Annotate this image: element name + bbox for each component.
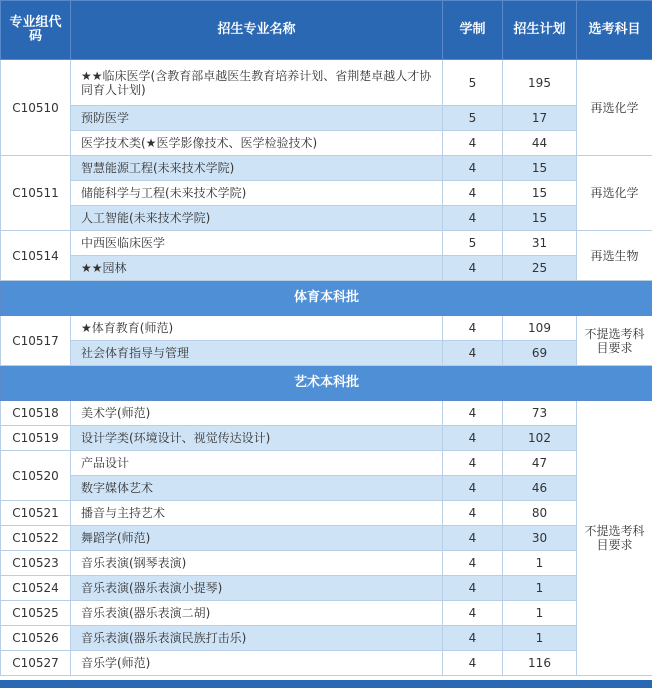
section-arts-title: 艺术本科批 — [1, 366, 652, 401]
major-name: 储能科学与工程(未来技术学院) — [71, 181, 443, 206]
major-name: ★体育教育(师范) — [71, 316, 443, 341]
major-name: 中西医临床医学 — [71, 231, 443, 256]
group-code: C10518 — [1, 401, 71, 426]
header-years: 学制 — [443, 1, 503, 60]
header-subject: 选考科目 — [577, 1, 652, 60]
years: 5 — [443, 106, 503, 131]
major-name: ★★临床医学(含教育部卓越医生教育培养计划、省荆楚卓越人才协同育人计划) — [71, 60, 443, 106]
subject-requirement: 不提选考科目要求 — [577, 316, 652, 366]
plan-count: 109 — [503, 316, 577, 341]
table-row — [1, 501, 652, 526]
table-row — [1, 426, 652, 451]
table-row — [1, 626, 652, 651]
years: 4 — [443, 341, 503, 366]
group-code: C10523 — [1, 551, 71, 576]
table-row — [1, 526, 652, 551]
years: 4 — [443, 551, 503, 576]
major-name: 社会体育指导与管理 — [71, 341, 443, 366]
major-name: 美术学(师范) — [71, 401, 443, 426]
plan-count: 1 — [503, 626, 577, 651]
table-row — [1, 231, 652, 256]
plan-count: 25 — [503, 256, 577, 281]
plan-count: 46 — [503, 476, 577, 501]
plan-count: 69 — [503, 341, 577, 366]
plan-count: 195 — [503, 60, 577, 106]
table-row — [1, 601, 652, 626]
section-row — [1, 366, 652, 401]
years: 5 — [443, 60, 503, 106]
section-sports-title: 体育本科批 — [1, 281, 652, 316]
years: 4 — [443, 426, 503, 451]
table-row — [1, 316, 652, 341]
major-name: 音乐表演(器乐表演民族打击乐) — [71, 626, 443, 651]
plan-count: 31 — [503, 231, 577, 256]
plan-count: 17 — [503, 106, 577, 131]
section-row — [1, 281, 652, 316]
header-plan: 招生计划 — [503, 1, 577, 60]
table-row — [1, 60, 652, 106]
major-name: 音乐表演(器乐表演二胡) — [71, 601, 443, 626]
years: 4 — [443, 316, 503, 341]
years: 4 — [443, 501, 503, 526]
years: 4 — [443, 601, 503, 626]
major-name: 产品设计 — [71, 451, 443, 476]
subject-requirement: 再选生物 — [577, 231, 652, 281]
plan-count: 15 — [503, 156, 577, 181]
years: 4 — [443, 651, 503, 676]
group-code: C10510 — [1, 60, 71, 156]
years: 4 — [443, 626, 503, 651]
table-row — [1, 256, 652, 281]
years: 4 — [443, 256, 503, 281]
years: 4 — [443, 476, 503, 501]
group-code: C10524 — [1, 576, 71, 601]
group-code: C10519 — [1, 426, 71, 451]
plan-count: 1 — [503, 601, 577, 626]
group-code: C10514 — [1, 231, 71, 281]
table-row — [1, 476, 652, 501]
table-row — [1, 451, 652, 476]
table-body — [1, 60, 652, 676]
major-name: 播音与主持艺术 — [71, 501, 443, 526]
years: 4 — [443, 131, 503, 156]
table-row — [1, 651, 652, 676]
years: 4 — [443, 526, 503, 551]
plan-count: 102 — [503, 426, 577, 451]
plan-count: 15 — [503, 181, 577, 206]
table-row — [1, 181, 652, 206]
major-name: 音乐学(师范) — [71, 651, 443, 676]
header-group-code: 专业组代码 — [1, 1, 71, 60]
table-row — [1, 156, 652, 181]
group-code: C10511 — [1, 156, 71, 231]
major-name: ★★园林 — [71, 256, 443, 281]
major-name: 舞蹈学(师范) — [71, 526, 443, 551]
header-row — [1, 1, 652, 60]
years: 4 — [443, 576, 503, 601]
table-row — [1, 551, 652, 576]
years: 4 — [443, 156, 503, 181]
group-code: C10517 — [1, 316, 71, 366]
group-code: C10520 — [1, 451, 71, 501]
plan-count: 1 — [503, 576, 577, 601]
major-name: 数字媒体艺术 — [71, 476, 443, 501]
major-name: 人工智能(未来技术学院) — [71, 206, 443, 231]
major-name: 智慧能源工程(未来技术学院) — [71, 156, 443, 181]
subject-requirement: 再选化学 — [577, 60, 652, 156]
major-name: 音乐表演(钢琴表演) — [71, 551, 443, 576]
group-code: C10525 — [1, 601, 71, 626]
table-row — [1, 206, 652, 231]
subject-requirement: 再选化学 — [577, 156, 652, 231]
group-code: C10521 — [1, 501, 71, 526]
table-row — [1, 131, 652, 156]
plan-count: 47 — [503, 451, 577, 476]
table-row — [1, 401, 652, 426]
header-major-name: 招生专业名称 — [71, 1, 443, 60]
table-row — [1, 341, 652, 366]
major-name: 医学技术类(★医学影像技术、医学检验技术) — [71, 131, 443, 156]
plan-count: 30 — [503, 526, 577, 551]
plan-count: 44 — [503, 131, 577, 156]
plan-count: 1 — [503, 551, 577, 576]
bottom-bar — [0, 680, 652, 688]
major-name: 音乐表演(器乐表演小提琴) — [71, 576, 443, 601]
table-row — [1, 576, 652, 601]
years: 4 — [443, 206, 503, 231]
major-name: 设计学类(环境设计、视觉传达设计) — [71, 426, 443, 451]
subject-requirement: 不提选考科目要求 — [577, 401, 652, 676]
plan-count: 15 — [503, 206, 577, 231]
years: 4 — [443, 401, 503, 426]
major-name: 预防医学 — [71, 106, 443, 131]
years: 4 — [443, 181, 503, 206]
years: 4 — [443, 451, 503, 476]
group-code: C10527 — [1, 651, 71, 676]
years: 5 — [443, 231, 503, 256]
group-code: C10522 — [1, 526, 71, 551]
table-row — [1, 106, 652, 131]
plan-count: 116 — [503, 651, 577, 676]
plan-count: 73 — [503, 401, 577, 426]
plan-count: 80 — [503, 501, 577, 526]
group-code: C10526 — [1, 626, 71, 651]
